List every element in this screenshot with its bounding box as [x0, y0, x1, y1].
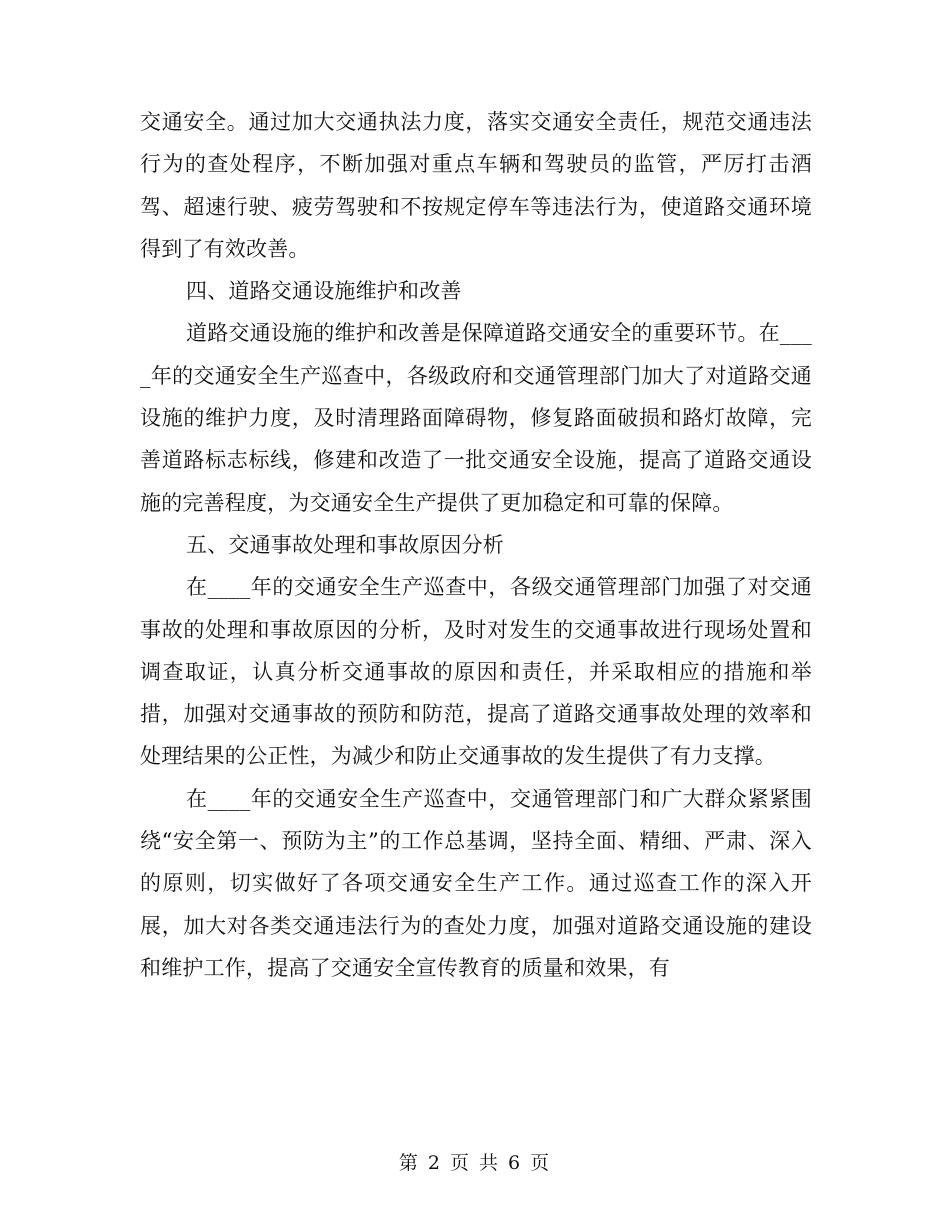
paragraph-facility-maintenance: 道路交通设施的维护和改善是保障道路交通安全的重要环节。在____年的交通安全生产巡查中，各级政府和交通管理部门加大了对道路交通设施的维护力度，及时清理路面障碍物，修复路面破损和路灯故障，完善道路标志标线，修建和改造了一批交通安全设施，提高了道路交通设施的完善程度，为交通安全生产提供了更加稳定和可靠的保障。 [140, 321, 812, 515]
document-body [140, 101, 812, 989]
section-heading-4: 四、道路交通设施维护和改善 [186, 279, 462, 304]
paragraph-summary: 在____年的交通安全生产巡查中，交通管理部门和广大群众紧紧围绕“安全第一、预防为主”的工作总基调，坚持全面、精细、严肃、深入的原则，切实做好了各项交通安全生产工作。通过巡查工作的深入开展，加大对各类交通违法行为的查处力度，加强对道路交通设施的建设和维护工作，提高了交通安全宣传教育的质量和效果，有 [140, 786, 812, 980]
paragraph-accident-handling: 在____年的交通安全生产巡查中，各级交通管理部门加强了对交通事故的处理和事故原因的分析，及时对发生的交通事故进行现场处置和调查取证，认真分析交通事故的原因和责任，并采取相应的措施和举措，加强对交通事故的预防和防范，提高了道路交通事故处理的效率和处理结果的公正性，为减少和防止交通事故的发生提供了有力支撑。 [140, 575, 812, 769]
page-number-footer: 第 2 页 共 6 页 [398, 1152, 552, 1174]
paragraph-continuation: 交通安全。通过加大交通执法力度，落实交通安全责任，规范交通违法行为的查处程序，不断加强对重点车辆和驾驶员的监管，严厉打击酒驾、超速行驶、疲劳驾驶和不按规定停车等违法行为，使道路交通环境得到了有效改善。 [140, 110, 812, 261]
section-heading-5: 五、交通事故处理和事故原因分析 [186, 532, 504, 557]
